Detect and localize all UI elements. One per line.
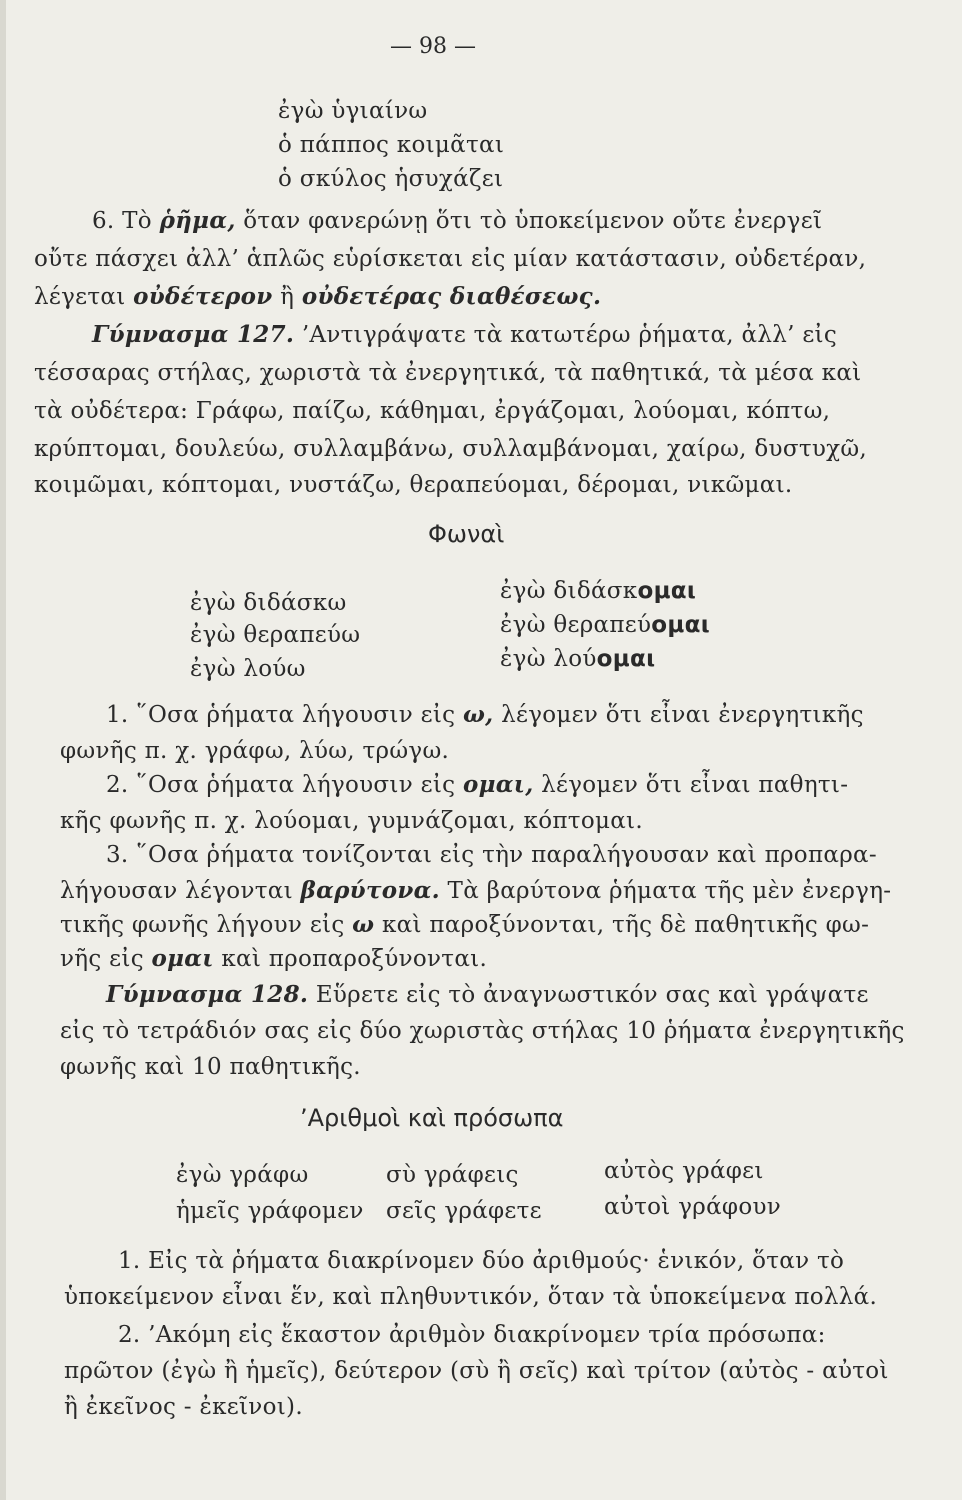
- paragraph-6-line: οὔτε πάσχει ἀλλ’ ἁπλῶς εὑρίσκεται εἰς μίαν κατάστασιν, οὐδετέραν,: [34, 246, 867, 272]
- passive-voice-example: ἐγὼ θεραπεύομαι: [500, 612, 710, 638]
- conjugation-cell: σεῖς γράφετε: [386, 1198, 542, 1224]
- final-paragraph-line: ἢ ἐκεῖνος - ἐκεῖνοι).: [64, 1394, 303, 1420]
- rule-line: 3. ῞Οσα ῥήματα τονίζονται εἰς τὴν παραλήγουσαν καὶ προπαρα-: [106, 842, 877, 868]
- exercise-127-line: κρύπτομαι, δουλεύω, συλλαμβάνω, συλλαμβάνομαι, χαίρω, δυστυχῶ,: [34, 436, 868, 462]
- active-voice-example: ἐγὼ θεραπεύω: [190, 622, 361, 648]
- example-line: ὁ σκύλος ἡσυχάζει: [278, 166, 504, 192]
- example-line: ὁ πάππος κοιμᾶται: [278, 132, 505, 158]
- exercise-127-line: κοιμῶμαι, κόπτομαι, νυστάζω, θεραπεύομαι, δέρομαι, νικῶμαι.: [34, 472, 793, 498]
- section-heading-voices: Φωναὶ: [428, 520, 505, 548]
- conjugation-cell: αὐτοὶ γράφουν: [604, 1194, 782, 1220]
- exercise-127-line: τέσσαρας στήλας, χωριστὰ τὰ ἐνεργητικά, τὰ παθητικά, τὰ μέσα καὶ: [34, 360, 862, 386]
- page-edge: [0, 0, 6, 1500]
- active-voice-example: ἐγὼ λούω: [190, 656, 306, 682]
- rule-line: τικῆς φωνῆς λήγουν εἰς ω καὶ παροξύνονται, τῆς δὲ παθητικῆς φω-: [60, 911, 870, 938]
- rule-line: 1. ῞Οσα ῥήματα λήγουσιν εἰς ω, λέγομεν ὅτι εἶναι ἐνεργητικῆς: [106, 701, 864, 728]
- rule-line: νῆς εἰς ομαι καὶ προπαροξύνονται.: [60, 945, 488, 972]
- example-line: ἐγὼ ὑγιαίνω: [278, 98, 428, 124]
- passive-voice-example: ἐγὼ λούομαι: [500, 646, 656, 672]
- passive-voice-example: ἐγὼ διδάσκομαι: [500, 578, 697, 604]
- final-paragraph-line: 1. Εἰς τὰ ῥήματα διακρίνομεν δύο ἀριθμούς· ἑνικόν, ὅταν τὸ: [118, 1248, 845, 1274]
- exercise-128-line: εἰς τὸ τετράδιόν σας εἰς δύο χωριστὰς στήλας 10 ῥήματα ἐνεργητικῆς: [60, 1018, 905, 1044]
- conjugation-cell: σὺ γράφεις: [386, 1162, 519, 1188]
- exercise-128-line: Γύμνασμα 128. Εὕρετε εἰς τὸ ἀναγνωστικόν σας καὶ γράψατε: [106, 981, 869, 1008]
- paragraph-6-line: λέγεται οὐδέτερον ἢ οὐδετέρας διαθέσεως.: [34, 283, 602, 310]
- active-voice-example: ἐγὼ διδάσκω: [190, 590, 347, 616]
- rule-line: κῆς φωνῆς π. χ. λούομαι, γυμνάζομαι, κόπτομαι.: [60, 808, 643, 834]
- final-paragraph-line: ὑποκείμενον εἶναι ἕν, καὶ πληθυντικόν, ὅταν τὰ ὑποκείμενα πολλά.: [64, 1284, 878, 1310]
- final-paragraph-line: πρῶτον (ἐγὼ ἢ ἡμεῖς), δεύτερον (σὺ ἢ σεῖς) καὶ τρίτον (αὐτὸς - αὐτοὶ: [64, 1358, 889, 1384]
- rule-line: λήγουσαν λέγονται βαρύτονα. Τὰ βαρύτονα ῥήματα τῆς μὲν ἐνεργη-: [60, 877, 892, 904]
- exercise-128-line: φωνῆς καὶ 10 παθητικῆς.: [60, 1054, 361, 1080]
- conjugation-cell: ἐγὼ γράφω: [176, 1162, 309, 1188]
- conjugation-cell: αὐτὸς γράφει: [604, 1158, 764, 1184]
- page-number: — 98 —: [390, 34, 476, 59]
- paragraph-6-line: 6. Τὸ ῥῆμα, ὅταν φανερώνῃ ὅτι τὸ ὑποκείμενον οὔτε ἐνεργεῖ: [92, 207, 823, 234]
- rule-line: 2. ῞Οσα ῥήματα λήγουσιν εἰς ομαι, λέγομεν ὅτι εἶναι παθητι-: [106, 771, 849, 798]
- section-heading-numbers-persons: ’Αριθμοὶ καὶ πρόσωπα: [300, 1104, 564, 1132]
- conjugation-cell: ἡμεῖς γράφομεν: [176, 1198, 364, 1224]
- final-paragraph-line: 2. ’Ακόμη εἰς ἕκαστον ἀριθμὸν διακρίνομεν τρία πρόσωπα:: [118, 1322, 826, 1348]
- exercise-127-line: Γύμνασμα 127. ’Αντιγράψατε τὰ κατωτέρω ῥήματα, ἀλλ’ εἰς: [92, 321, 838, 348]
- exercise-127-line: τὰ οὐδέτερα: Γράφω, παίζω, κάθημαι, ἐργάζομαι, λούομαι, κόπτω,: [34, 398, 831, 424]
- rule-line: φωνῆς π. χ. γράφω, λύω, τρώγω.: [60, 738, 450, 764]
